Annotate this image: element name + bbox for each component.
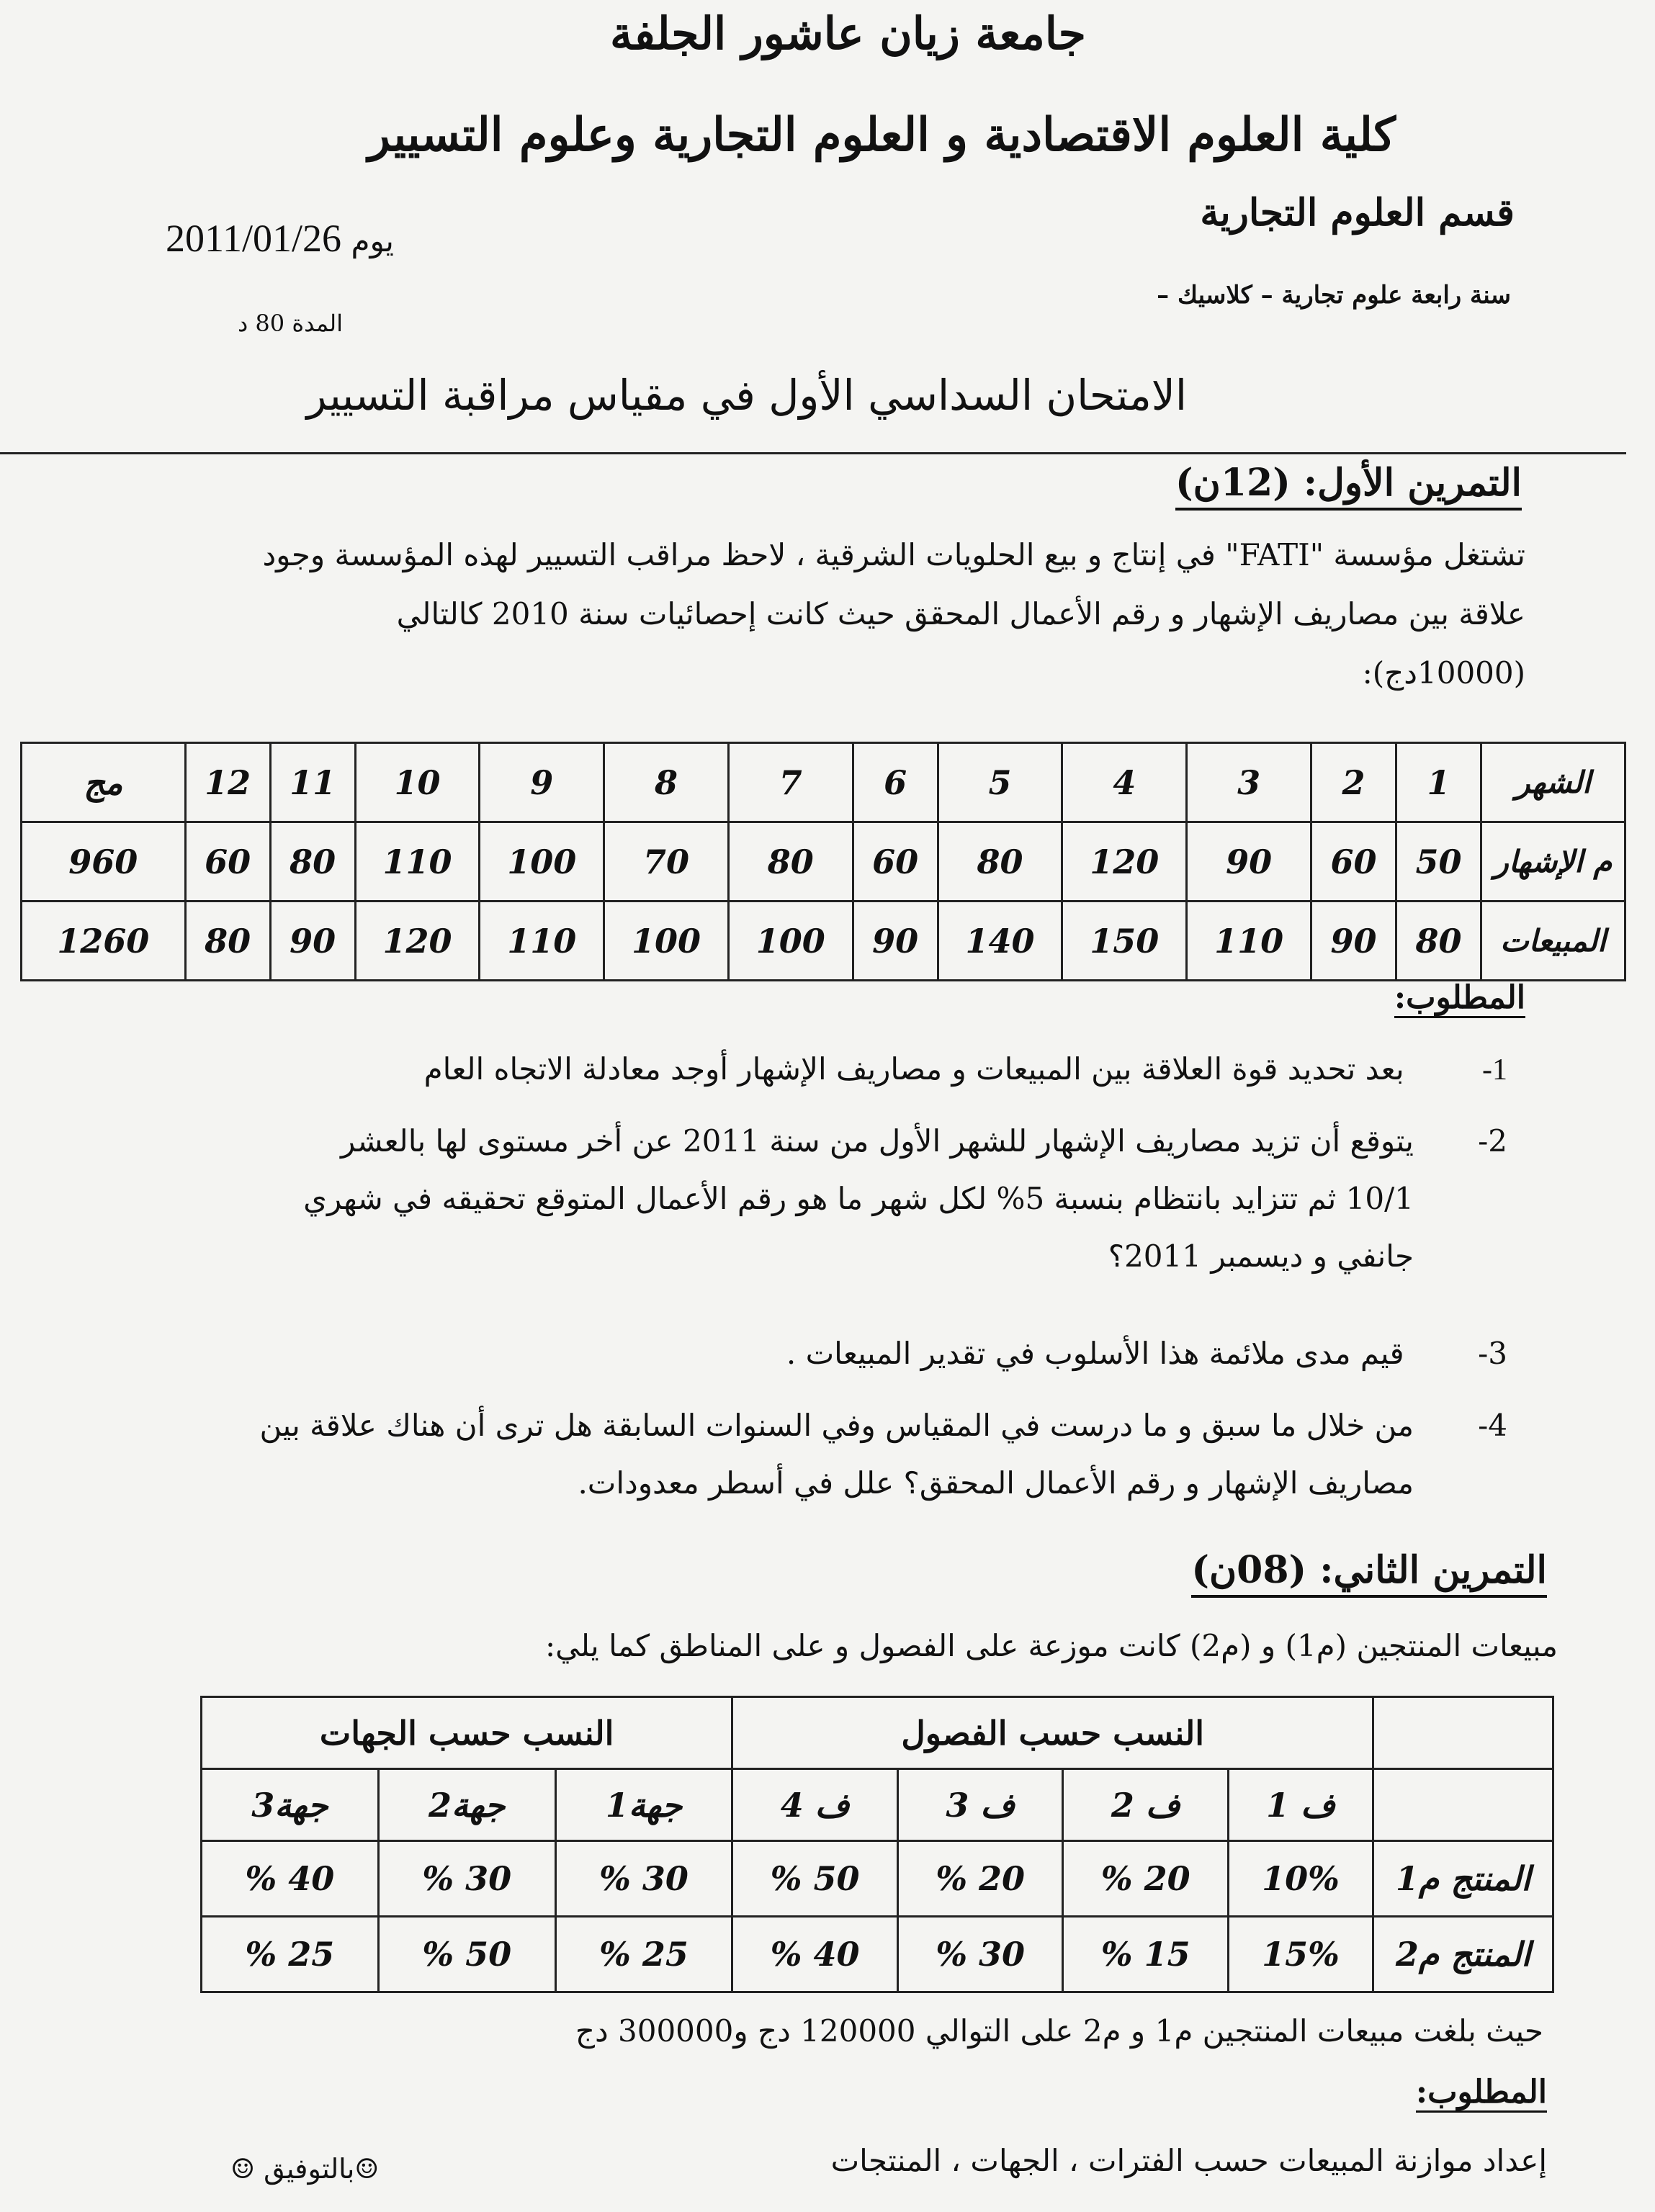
item-line: 10/1 ثم تتزايد بانتظام بنسبة 5% لكل شهر ما هو رقم الأعمال المتوقع تحقيقه في شهري [303, 1181, 1414, 1216]
table-cell: 5 [938, 743, 1062, 822]
table-cell: 40 % [732, 1917, 898, 1992]
table-cell: 80 [270, 822, 355, 902]
months-label: الشهر [1481, 743, 1625, 822]
table-cell: 12 [185, 743, 270, 822]
region-header-cell: جهة3 [202, 1769, 379, 1841]
table-cell: 11 [270, 743, 355, 822]
exercise2-intro: مبيعات المنتجين (م1) و (م2) كانت موزعة على الفصول و على المناطق كما يلي: [544, 1628, 1558, 1663]
table-cell: مج [22, 743, 186, 822]
table-cell: 50 % [378, 1917, 555, 1992]
season-header-cell: ف 4 [732, 1769, 898, 1841]
item-line: بعد تحديد قوة العلاقة بين المبيعات و مصاريف الإشهار أوجد معادلة الاتجاه العام [423, 1051, 1404, 1087]
exercise2-table [200, 1696, 1554, 1993]
exercise2-sales-note: حيث بلغت مبيعات المنتجين م1 و م2 على التوالي 120000 دج و300000 دج [575, 2013, 1543, 2049]
table-cell: 150 [1062, 902, 1187, 981]
regions-header: النسب حسب الجهات [202, 1697, 732, 1769]
table-cell: 100 [604, 902, 729, 981]
table-row [22, 743, 1625, 822]
table-cell: 2 [1311, 743, 1396, 822]
table-cell: 90 [853, 902, 938, 981]
table-cell: 960 [22, 822, 186, 902]
table-cell [1373, 1769, 1553, 1841]
table-cell: 80 [185, 902, 270, 981]
exercise1-item-2 [139, 1112, 1507, 1285]
table-cell: 20 % [1063, 1841, 1229, 1917]
item-line: مصاريف الإشهار و رقم الأعمال المحقق؟ علل في أسطر معدودات. [578, 1465, 1414, 1501]
table-row [202, 1917, 1553, 1992]
title-divider [0, 452, 1626, 454]
item-line: قيم مدى ملائمة هذا الأسلوب في تقدير المبيعات . [786, 1336, 1404, 1371]
table-row [22, 822, 1625, 902]
table-cell: 100 [480, 822, 604, 902]
seasons-header: النسب حسب الفصول [732, 1697, 1373, 1769]
exercise1-intro [157, 526, 1525, 703]
table-cell: 80 [728, 822, 853, 902]
table-corner-cell [1373, 1697, 1553, 1769]
table-cell: 6 [853, 743, 938, 822]
season-header-cell: ف 3 [897, 1769, 1063, 1841]
item-line: يتوقع أن تزيد مصاريف الإشهار للشهر الأول من سنة 2011 عن أخر مستوى لها بالعشر [341, 1123, 1414, 1159]
university-name: جامعة زيان عاشور الجلفة [609, 7, 1086, 60]
table-cell: 30 % [378, 1841, 555, 1917]
table-cell: 50 [1396, 822, 1481, 902]
sales-label: المبيعات [1481, 902, 1625, 981]
item-number: 3- [1478, 1336, 1507, 1371]
table-cell: 60 [853, 822, 938, 902]
table-cell: 60 [1311, 822, 1396, 902]
table-cell: 90 [1187, 822, 1311, 902]
product-label: المنتج م1 [1373, 1841, 1553, 1917]
exercise1-item-1 [139, 1040, 1507, 1099]
season-header-cell: ف 2 [1063, 1769, 1229, 1841]
exercise1-heading: التمرين الأول: (12ن) [1175, 461, 1522, 511]
exam-title: الامتحان السداسي الأول في مقياس مراقبة التسيير [306, 371, 1187, 420]
table-cell: 140 [938, 902, 1062, 981]
table-cell: 15 % [1063, 1917, 1229, 1992]
table-cell: 110 [1187, 902, 1311, 981]
exercise2-required: المطلوب: [1416, 2074, 1547, 2113]
product-label: المنتج م2 [1373, 1917, 1553, 1992]
table-cell: 3 [1187, 743, 1311, 822]
table-cell: 30 % [897, 1917, 1063, 1992]
table-cell: 80 [938, 822, 1062, 902]
table-cell: 70 [604, 822, 729, 902]
item-line: من خلال ما سبق و ما درست في المقياس وفي السنوات السابقة هل ترى أن هناك علاقة بين [259, 1408, 1414, 1443]
exercise1-table [20, 742, 1626, 981]
intro-line: (10000دج): [1362, 655, 1525, 691]
table-cell: 9 [480, 743, 604, 822]
intro-line: علاقة بين مصاريف الإشهار و رقم الأعمال المحقق حيث كانت إحصائيات سنة 2010 كالتالي [396, 596, 1525, 631]
table-row [202, 1697, 1553, 1769]
table-cell: 25 % [202, 1917, 379, 1992]
table-cell: 60 [185, 822, 270, 902]
exercise1-item-3 [139, 1325, 1507, 1382]
table-cell: 7 [728, 743, 853, 822]
table-cell: 30 % [555, 1841, 732, 1917]
exercise2-heading: التمرين الثاني: (08ن) [1191, 1548, 1547, 1598]
item-number: 2- [1478, 1123, 1507, 1159]
region-header-cell: جهة1 [555, 1769, 732, 1841]
table-cell: 50 % [732, 1841, 898, 1917]
table-row [22, 902, 1625, 981]
intro-line: تشتغل مؤسسة "FATI" في إنتاج و بيع الحلويات الشرقية ، لاحظ مراقب التسيير لهذه المؤسسة وجود [262, 537, 1525, 572]
item-line: جانفي و ديسمبر 2011؟ [1108, 1238, 1414, 1274]
region-header-cell: جهة2 [378, 1769, 555, 1841]
table-cell: 1 [1396, 743, 1481, 822]
table-cell: 110 [355, 822, 480, 902]
exam-date-block [166, 216, 394, 261]
table-cell: 90 [270, 902, 355, 981]
study-year: سنة رابعة علوم تجارية – كلاسيك – [1157, 281, 1511, 310]
table-row [202, 1841, 1553, 1917]
exam-duration: المدة 80 د [238, 310, 344, 337]
table-cell: 4 [1062, 743, 1187, 822]
table-cell: 10% [1229, 1841, 1373, 1917]
table-cell: 20 % [897, 1841, 1063, 1917]
table-cell: 8 [604, 743, 729, 822]
exercise1-item-4 [139, 1397, 1507, 1512]
table-cell: 40 % [202, 1841, 379, 1917]
exercise1-required: المطلوب: [1394, 979, 1525, 1018]
department-name: قسم العلوم التجارية [1200, 191, 1515, 235]
season-header-cell: ف 1 [1229, 1769, 1373, 1841]
table-cell: 1260 [22, 902, 186, 981]
table-cell: 80 [1396, 902, 1481, 981]
ads-label: م الإشهار [1481, 822, 1625, 902]
day-label: يوم [351, 225, 394, 258]
table-cell: 10 [355, 743, 480, 822]
table-row [202, 1769, 1553, 1841]
table-cell: 110 [480, 902, 604, 981]
table-cell: 15% [1229, 1917, 1373, 1992]
table-cell: 90 [1311, 902, 1396, 981]
item-number: 1- [1482, 1053, 1507, 1087]
exercise2-task: إعداد موازنة المبيعات حسب الفترات ، الجهات ، المنتجات [830, 2143, 1547, 2178]
item-number: 4- [1478, 1408, 1507, 1443]
exam-date: 2011/01/26 [166, 217, 342, 260]
table-cell: 25 % [555, 1917, 732, 1992]
table-cell: 100 [728, 902, 853, 981]
table-cell: 120 [355, 902, 480, 981]
closing-wish: ☺بالتوفيق ☺ [230, 2153, 380, 2185]
table-cell: 120 [1062, 822, 1187, 902]
faculty-name: كلية العلوم الاقتصادية و العلوم التجارية وعلوم التسيير [367, 108, 1396, 162]
